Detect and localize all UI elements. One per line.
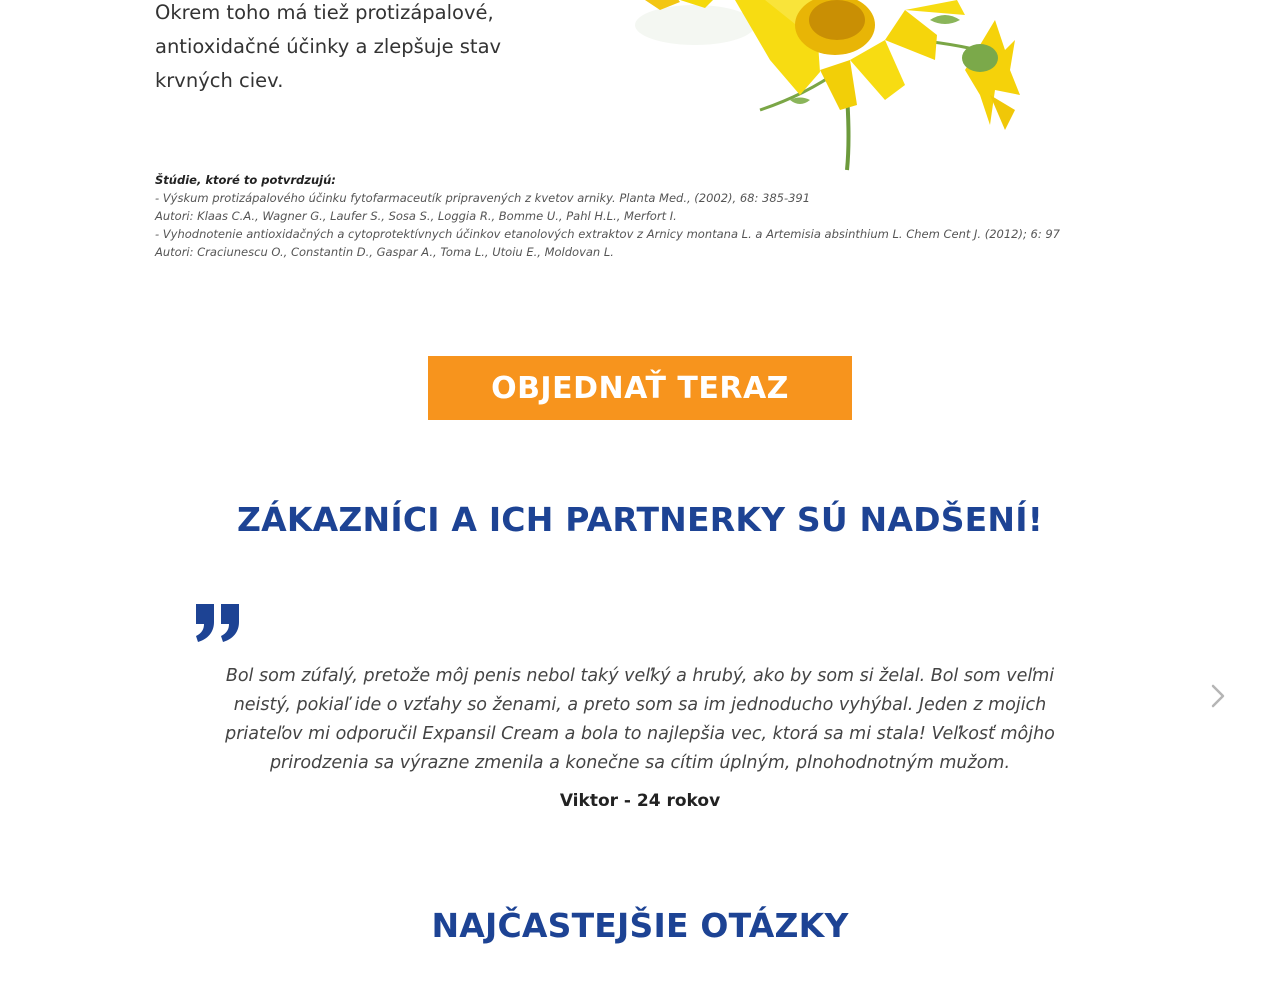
- testimonial-line: Bol som zúfalý, pretože môj penis nebol taký veľký a hrubý, ako by som si želal. Bol som veľmi: [225, 666, 1055, 686]
- intro-paragraph: [155, 0, 555, 98]
- study-line: - Vyhodnotenie antioxidačných a cytoprotektívnych účinkov etanolových extraktov z Arnicy montana L. a Artemisia absinthium L. Chem Cent J. (2012); 6: 97: [155, 227, 1060, 241]
- studies-references: [155, 171, 1155, 261]
- testimonial-author: Viktor - 24 rokov: [559, 791, 721, 811]
- order-now-button[interactable]: OBJEDNAŤ TERAZ: [428, 356, 852, 420]
- intro-line: krvných ciev.: [155, 69, 284, 92]
- testimonial-quote: [190, 662, 1090, 778]
- testimonial-line: priateľov mi odporučil Expansil Cream a bola to najlepšia vec, ktorá sa mi stala! Veľkosť môjho: [225, 724, 1055, 744]
- intro-line: antioxidačné účinky a zlepšuje stav: [155, 35, 502, 58]
- study-line: Autori: Craciunescu O., Constantin D., Gaspar A., Toma L., Utoiu E., Moldovan L.: [155, 245, 614, 259]
- testimonial-line: prirodzenia sa výrazne zmenila a konečne sa cítim úplným, plnohodnotným mužom.: [269, 753, 1011, 773]
- intro-line: Okrem toho má tiež protizápalové,: [155, 1, 494, 24]
- study-line: - Výskum protizápalového účinku fytofarmaceutík pripravených z kvetov arniky. Planta Med., (2002), 68: 385-391: [155, 191, 811, 205]
- arnica-flower-image: [585, 0, 1085, 175]
- testimonials-heading: ZÁKAZNÍCI A ICH PARTNERKY SÚ NADŠENÍ!: [237, 500, 1043, 539]
- study-line: Autori: Klaas C.A., Wagner G., Laufer S., Sosa S., Loggia R., Bomme U., Pahl H.L., Merfort I.: [155, 209, 677, 223]
- faq-heading: NAJČASTEJŠIE OTÁZKY: [431, 906, 849, 945]
- quote-icon: [194, 602, 242, 644]
- testimonial-line: neistý, pokiaľ ide o vzťahy so ženami, a preto som sa im jednoducho vyhýbal. Jeden z mojich: [233, 695, 1047, 715]
- studies-title: Štúdie, ktoré to potvrdzujú:: [155, 173, 336, 187]
- chevron-right-icon[interactable]: [1206, 682, 1230, 710]
